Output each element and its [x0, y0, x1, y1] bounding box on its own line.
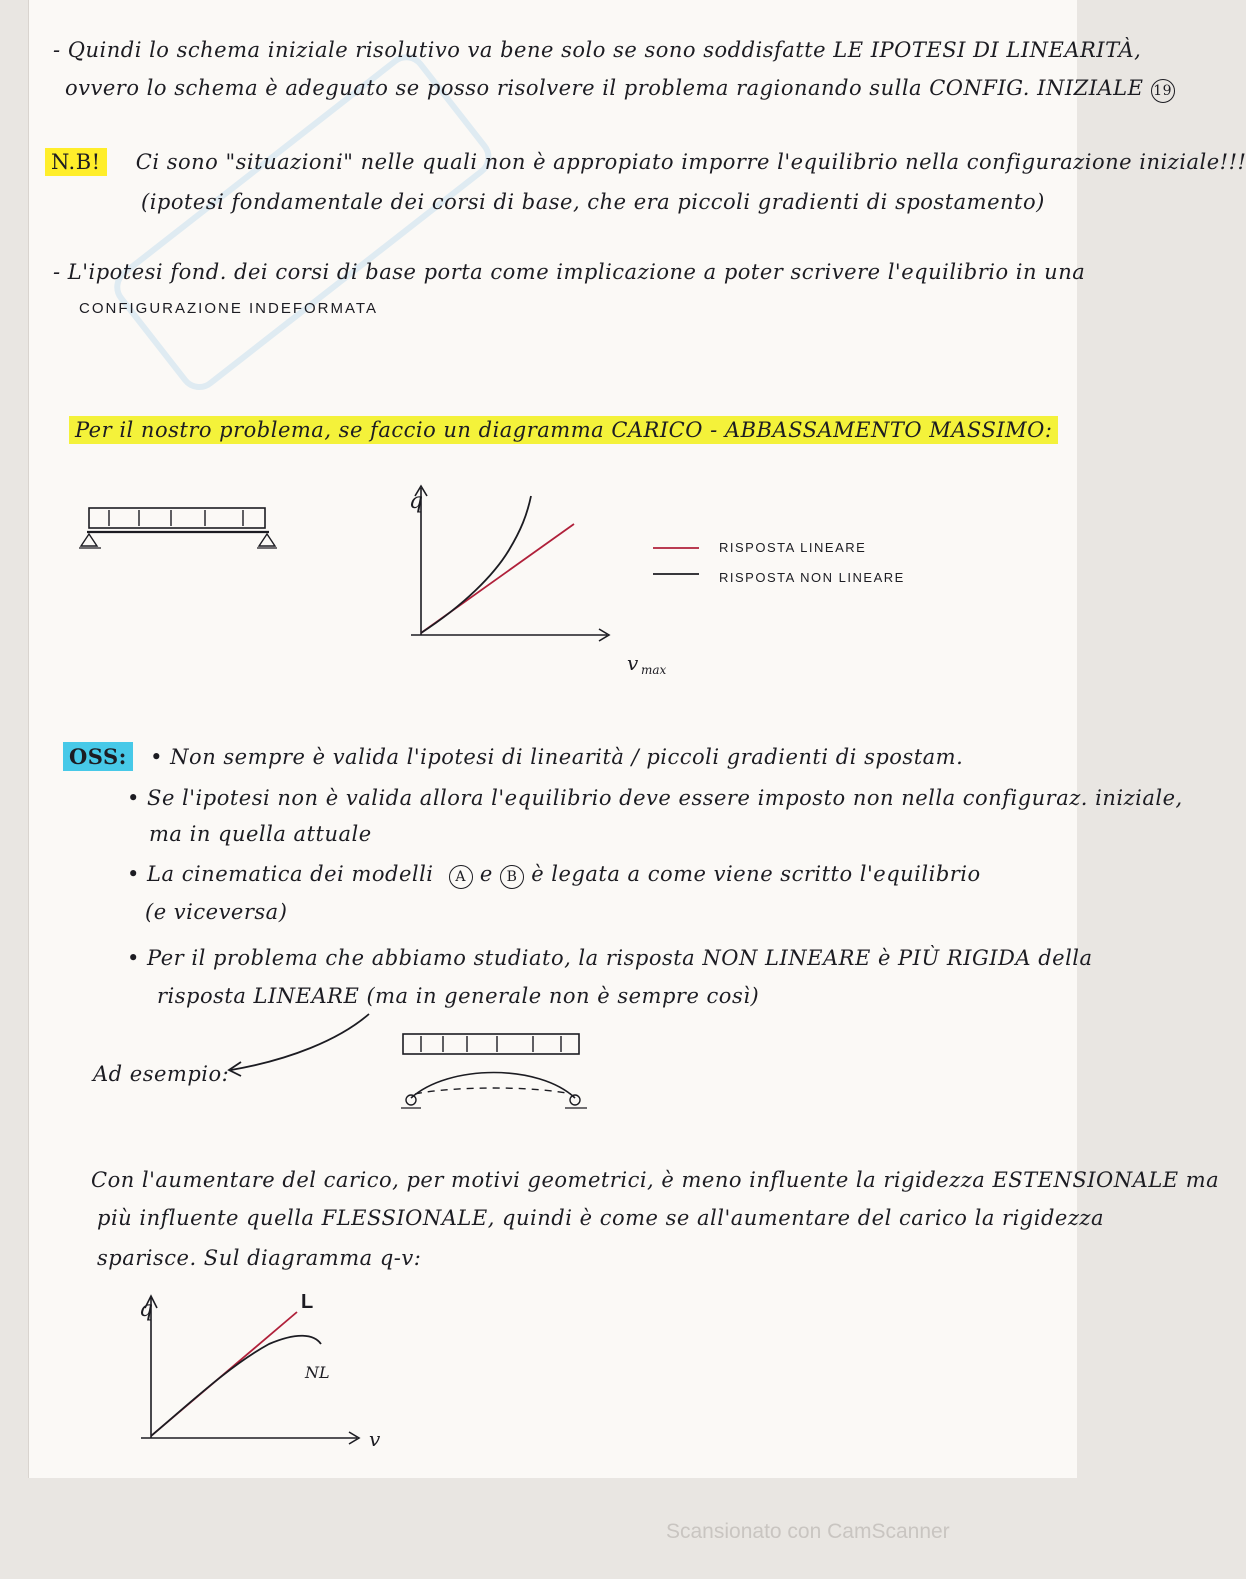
text-line: • Se l'ipotesi non è valida allora l'equilibrio deve essere imposto non nella configuraz. iniziale,	[127, 786, 1183, 810]
highlighted-line	[69, 418, 1077, 442]
x-axis-label: v	[627, 651, 639, 675]
page-number: 19	[1151, 79, 1175, 103]
chart-load-deflection	[369, 480, 669, 680]
model-a-marker: A	[449, 865, 473, 889]
curve-label-nonlinear: NL	[305, 1363, 330, 1382]
nb-tag: N.B!	[45, 148, 107, 176]
oss-tag: OSS:	[63, 742, 133, 771]
text-line-content: • Non sempre è valida l'ipotesi di linearità / piccoli gradienti di spostam.	[150, 745, 964, 769]
text-line: - Quindi lo schema iniziale risolutivo va bene solo se sono soddisfatte LE IPOTESI DI LINEARITÀ,	[53, 38, 1142, 62]
text-line: ma in quella attuale	[149, 822, 372, 846]
nonlinear-response-curve	[421, 496, 531, 633]
text-line-content: Ci sono "situazioni" nelle quali non è appropiato imporre l'equilibrio nella configurazione iniziale!!!	[135, 150, 1246, 174]
legend-label-linear: RISPOSTA LINEARE	[719, 540, 867, 555]
text-line	[127, 862, 1077, 889]
y-axis-label: q	[139, 1297, 154, 1322]
text-line: CONFIGURAZIONE INDEFORMATA	[79, 300, 378, 317]
text-line-content: • La cinematica dei modelli	[127, 862, 434, 886]
y-axis-label: q	[409, 489, 424, 514]
x-axis-label: v	[369, 1427, 381, 1451]
text-line-content: ovvero lo schema è adeguato se posso risolvere il problema ragionando sulla CONFIG. INIZIALE	[65, 76, 1144, 100]
highlight-text: Per il nostro problema, se faccio un diagramma CARICO - ABBASSAMENTO MASSIMO:	[69, 416, 1058, 444]
text-line-content: e	[479, 862, 493, 886]
model-b-marker: B	[500, 865, 524, 889]
text-line: sparisce. Sul diagramma q-v:	[97, 1246, 422, 1270]
curve-label-linear: L	[301, 1291, 314, 1313]
nonlinear-response-curve	[151, 1336, 321, 1436]
chart-q-v	[109, 1286, 439, 1456]
beam-sketch-distributed-load	[79, 500, 279, 560]
text-line: • Per il problema che abbiamo studiato, la risposta NON LINEARE è PIÙ RIGIDA della	[127, 946, 1093, 970]
text-line-content: è legata a come viene scritto l'equilibrio	[531, 862, 981, 886]
nb-line	[45, 150, 1246, 174]
text-line: (e viceversa)	[145, 900, 288, 924]
text-line: Ad esempio:	[93, 1062, 230, 1086]
text-line: più influente quella FLESSIONALE, quindi è come se all'aumentare del carico la rigidezza	[97, 1206, 1104, 1230]
notebook-page	[28, 0, 1246, 1478]
text-line: risposta LINEARE (ma in generale non è sempre così)	[157, 984, 760, 1008]
x-axis-label-sub: max	[641, 663, 667, 677]
text-line: - L'ipotesi fond. dei corsi di base porta come implicazione a poter scrivere l'equilibrio in una	[53, 260, 1086, 284]
text-line: Con l'aumentare del carico, per motivi geometrici, è meno influente la rigidezza ESTENSIONALE ma	[91, 1168, 1220, 1192]
oss-line	[63, 744, 1077, 769]
chart-legend	[649, 532, 939, 592]
text-line	[65, 76, 1173, 103]
scanner-watermark-footer: Scansionato con CamScanner	[666, 1520, 950, 1543]
beam-sketch-deflected	[389, 1028, 599, 1118]
text-line: (ipotesi fondamentale dei corsi di base, che era piccoli gradienti di spostamento)	[141, 190, 1045, 214]
example-arrow	[219, 1010, 409, 1080]
legend-label-nonlinear: RISPOSTA NON LINEARE	[719, 570, 905, 585]
